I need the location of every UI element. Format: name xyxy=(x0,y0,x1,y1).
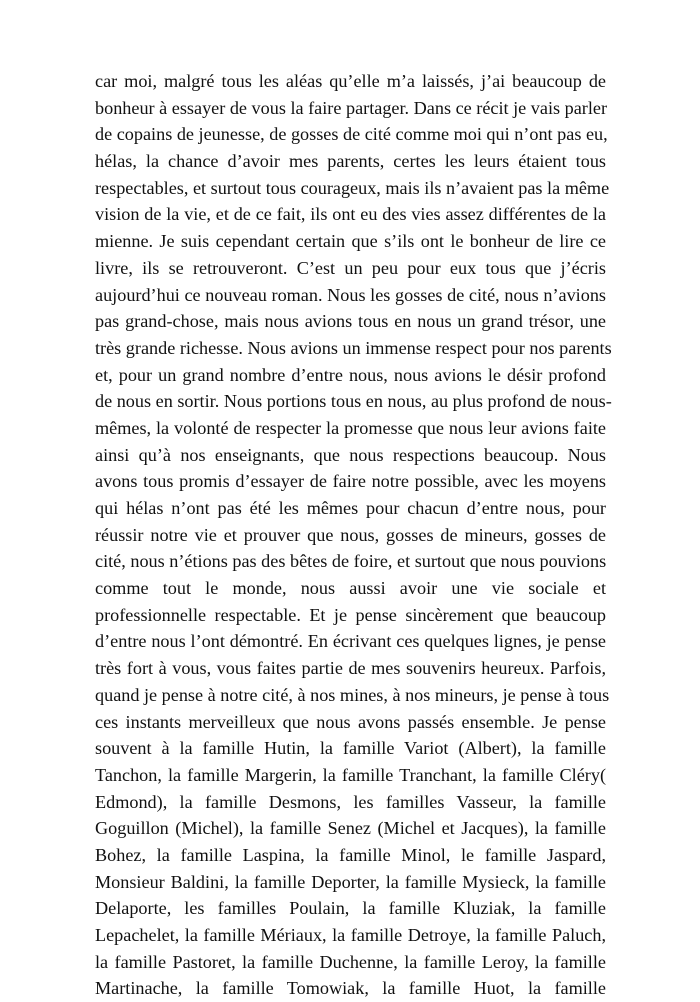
text-line: bonheur à essayer de vous la faire partager. Dans ce récit je vais parler xyxy=(95,97,608,118)
text-line: qui hélas n’ont pas été les mêmes pour chacun d’entre nous, pour xyxy=(95,498,606,518)
text-line: de copains de jeunesse, de gosses de cité comme moi qui n’ont pas eu, xyxy=(95,124,608,145)
text-line: vision de la vie, et de ce fait, ils ont eu des vies assez différentes de la xyxy=(95,204,606,225)
text-line: ainsi qu’à nos enseignants, que nous respections beaucoup. Nous xyxy=(95,444,606,465)
text-line: Monsieur Baldini, la famille Deporter, la famille Mysieck, la famille xyxy=(95,871,606,892)
text-line: livre, ils se retrouveront. C’est un peu pour eux tous que j’écris xyxy=(95,257,606,278)
text-line: car moi, malgré tous les aléas qu’elle m’a laissés, j’ai beaucoup de xyxy=(95,71,606,91)
text-line: très fort à vous, vous faites partie de mes souvenirs heureux. Parfois, xyxy=(95,658,606,679)
text-line: Edmond), la famille Desmons, les familles Vasseur, la famille xyxy=(95,791,606,812)
text-line: pas grand-chose, mais nous avions tous en nous un grand trésor, une xyxy=(95,311,606,332)
text-line: ces instants merveilleux que nous avons passés ensemble. Je pense xyxy=(95,711,606,732)
text-line: mêmes, la volonté de respecter la promesse que nous leur avions faite xyxy=(95,417,606,438)
text-line: souvent à la famille Hutin, la famille Variot (Albert), la famille xyxy=(95,738,606,759)
text-line: très grande richesse. Nous avions un immense respect pour nos parents xyxy=(95,337,612,358)
text-line: avons tous promis d’essayer de faire notre possible, avec les moyens xyxy=(95,471,606,492)
text-line: de nous en sortir. Nous portions tous en nous, au plus profond de nous- xyxy=(95,391,612,412)
text-line: réussir notre vie et prouver que nous, gosses de mineurs, gosses de xyxy=(95,524,606,545)
text-line: Martinache, la famille Tomowiak, la famille Huot, la famille xyxy=(95,978,606,999)
text-line: la famille Pastoret, la famille Duchenne, la famille Leroy, la famille xyxy=(95,951,606,972)
text-line: et, pour un grand nombre d’entre nous, nous avions le désir profond xyxy=(95,364,606,385)
text-line: Lepachelet, la famille Mériaux, la famille Detroye, la famille Paluch, xyxy=(95,925,606,945)
text-line: Goguillon (Michel), la famille Senez (Michel et Jacques), la famille xyxy=(95,818,606,839)
text-line: Tanchon, la famille Margerin, la famille Tranchant, la famille Cléry( xyxy=(95,764,606,785)
body-paragraph xyxy=(95,68,612,1002)
text-line: quand je pense à notre cité, à nos mines, à nos mineurs, je pense à tous xyxy=(95,684,610,705)
text-line: professionnelle respectable. Et je pense sincèrement que beaucoup xyxy=(95,604,606,625)
text-line: Bohez, la famille Laspina, la famille Minol, le famille Jaspard, xyxy=(95,844,606,865)
text-line: cité, nous n’étions pas des bêtes de foire, et surtout que nous pouvions xyxy=(95,551,607,572)
text-line: comme tout le monde, nous aussi avoir une vie sociale et xyxy=(95,578,606,599)
text-line: aujourd’hui ce nouveau roman. Nous les gosses de cité, nous n’avions xyxy=(95,284,606,305)
text-line: mienne. Je suis cependant certain que s’ils ont le bonheur de lire ce xyxy=(95,231,606,252)
text-line: respectables, et surtout tous courageux, mais ils n’avaient pas la même xyxy=(95,177,610,198)
text-line: Delaporte, les familles Poulain, la famille Kluziak, la famille xyxy=(95,898,606,919)
text-line: d’entre nous l’ont démontré. En écrivant ces quelques lignes, je pense xyxy=(95,631,606,652)
text-line: hélas, la chance d’avoir mes parents, certes les leurs étaient tous xyxy=(95,151,606,172)
